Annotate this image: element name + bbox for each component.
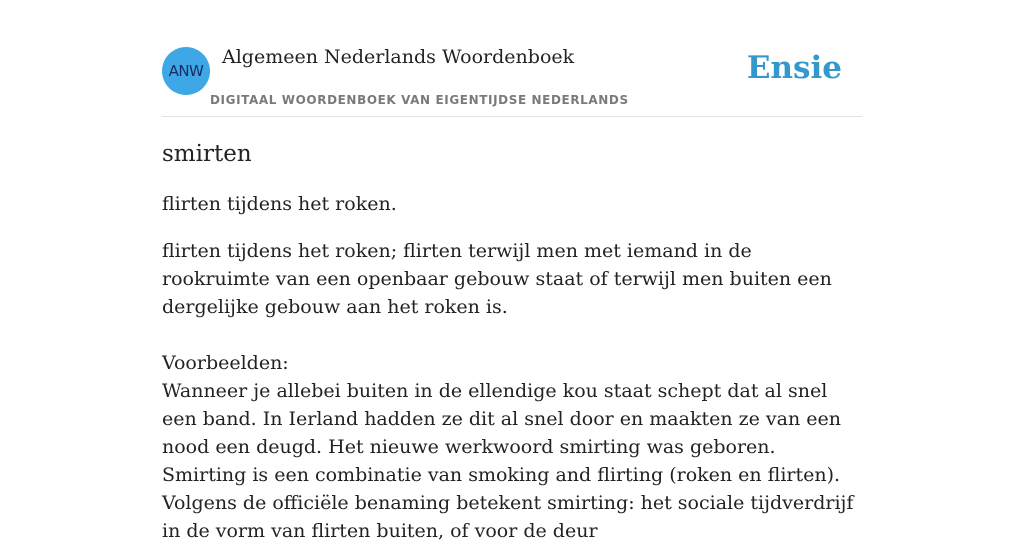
entry-term: smirten [162,141,252,167]
long-definition: flirten tijdens het roken; flirten terwijl men met iemand in de rookruimte van een openbaar gebouw staat of terwijl men buiten een dergelijke gebouw aan het roken is. [162,240,832,318]
anw-logo[interactable]: ANW [162,47,210,95]
long-definition-block [162,237,862,545]
entry-content [162,138,862,545]
site-tagline: DIGITAAL WOORDENBOEK VAN EIGENTIJDSE NEDERLANDS [210,93,629,107]
examples-heading: Voorbeelden: [162,352,289,374]
example-text: Wanneer je allebei buiten in de ellendige kou staat schept dat al snel een band. In Ierland hadden ze dit al snel door en maakten ze van een nood een deugd. Het nieuwe werkwoord smirting was geboren. Smirting is een combinatie van smoking and flirting (roken en flirten). Volgens de officiële benaming betekent smirting: het sociale tijdverdrijf in de vorm van flirten buiten, of voor de deur [162,380,854,542]
ensie-brand-link[interactable]: Ensie [746,50,842,86]
paragraph-spacer [162,321,862,349]
site-title[interactable]: Algemeen Nederlands Woordenboek [222,46,575,68]
short-definition: flirten tijdens het roken. [162,193,397,215]
site-header [162,40,862,117]
